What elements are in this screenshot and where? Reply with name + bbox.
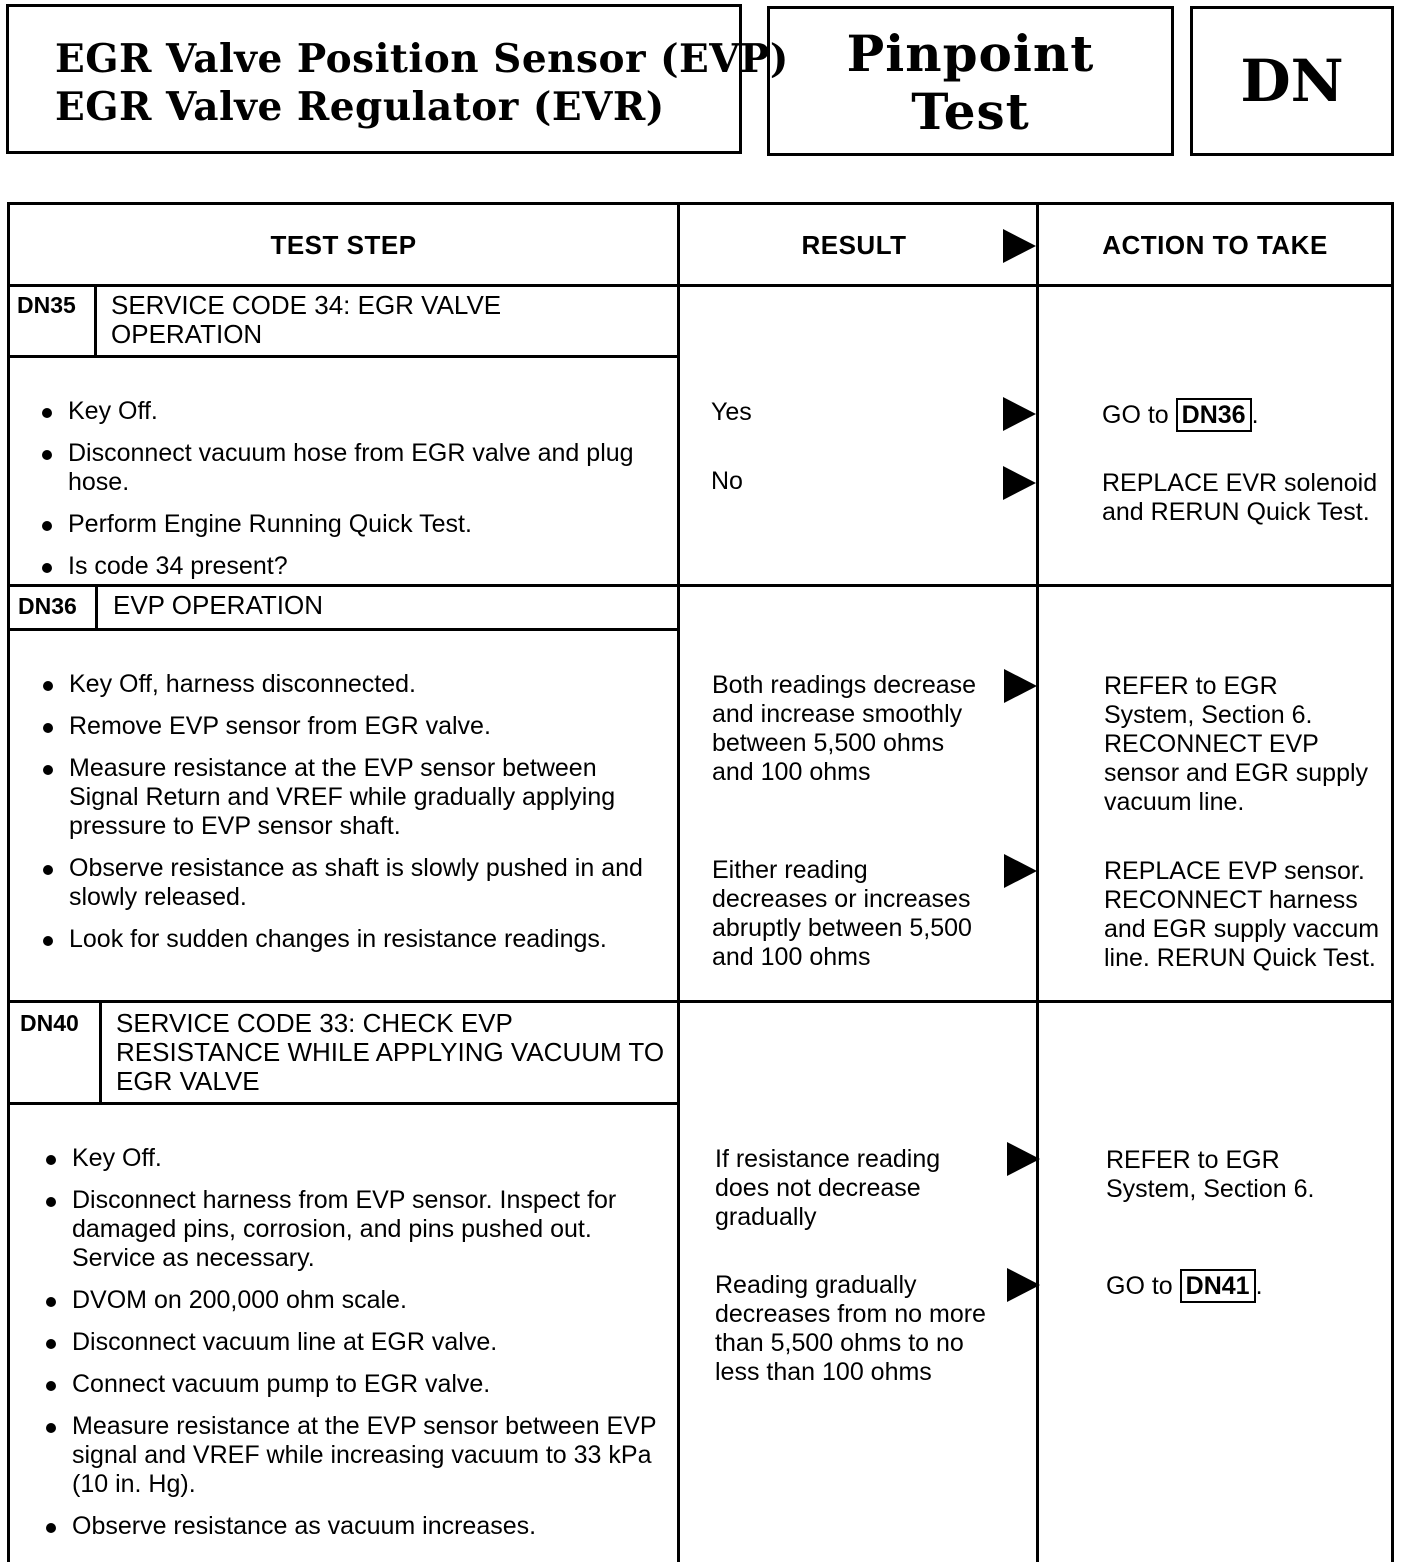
- list-item: Look for sudden changes in resistance readings.: [39, 925, 664, 954]
- title-line-2: EGR Valve Regulator (EVR): [55, 84, 665, 130]
- arrow-icon: [1004, 854, 1037, 888]
- list-item: Key Off.: [38, 397, 658, 426]
- table-right-border: [1391, 202, 1394, 1562]
- result-dn36-abrupt: Either reading decreases or increases abruptly between 5,500 and 100 ohms: [712, 856, 972, 971]
- arrow-icon: [1003, 466, 1036, 500]
- label-line-1: Pinpoint: [846, 24, 1095, 83]
- column-header-test-step: TEST STEP: [270, 229, 417, 260]
- action-dn36-smooth: REFER to EGR System, Section 6. RECONNECT EVP sensor and EGR supply vacuum line.: [1104, 672, 1369, 816]
- action-text: GO to: [1106, 1272, 1180, 1300]
- test-code-box: [1190, 6, 1394, 156]
- action-text: .: [1251, 401, 1259, 429]
- result-header-label: RESULT: [801, 229, 907, 260]
- step-id-dn40: DN40: [20, 1010, 79, 1036]
- list-item: Key Off.: [42, 1144, 667, 1173]
- result-dn40-not-gradual: If resistance reading does not decrease gradually: [715, 1145, 941, 1231]
- result-dn35-yes: Yes: [711, 398, 752, 426]
- step-id-dn35: DN35: [17, 292, 76, 318]
- test-code: DN: [1240, 47, 1344, 115]
- step-header-line-dn40: [7, 1102, 680, 1105]
- action-dn40-not-gradual: REFER to EGR System, Section 6.: [1106, 1146, 1315, 1203]
- column-header-action: ACTION TO TAKE: [1102, 229, 1328, 260]
- arrow-icon: [1003, 397, 1036, 431]
- list-item: Connect vacuum pump to EGR valve.: [42, 1370, 667, 1399]
- step-title-dn40: SERVICE CODE 33: CHECK EVP RESISTANCE WHILE APPLYING VACUUM TO EGR VALVE: [116, 1008, 665, 1096]
- result-dn40-gradual: Reading gradually decreases from no more than 5,500 ohms to no less than 100 ohms: [715, 1271, 986, 1386]
- list-item: Measure resistance at the EVP sensor between EVP signal and VREF while increasing vacuum to 33 kPa (10 in. Hg).: [42, 1412, 667, 1499]
- bullet-list-dn35: [38, 397, 658, 594]
- reference-dn41[interactable]: DN41: [1180, 1269, 1256, 1303]
- list-item: Is code 34 present?: [38, 552, 658, 581]
- list-item: Key Off, harness disconnected.: [39, 670, 664, 699]
- list-item: Observe resistance as vacuum increases.: [42, 1512, 667, 1541]
- title-box: [6, 4, 789, 154]
- list-item: Disconnect vacuum hose from EGR valve and plug hose.: [38, 439, 658, 497]
- column-header-result: [680, 203, 1036, 287]
- row-divider-2: [7, 1000, 1394, 1003]
- header-arrow-icon: [1003, 229, 1036, 263]
- action-dn40-gradual: [1106, 1269, 1263, 1303]
- step-header-line-dn35: [7, 355, 680, 358]
- list-item: Remove EVP sensor from EGR valve.: [39, 712, 664, 741]
- action-text: GO to: [1102, 401, 1176, 429]
- column-divider-1: [677, 202, 680, 1562]
- table-left-border: [7, 202, 10, 1562]
- action-text: .: [1255, 1272, 1263, 1300]
- list-item: Observe resistance as shaft is slowly pushed in and slowly released.: [39, 854, 664, 912]
- step-id-dn36: DN36: [18, 593, 77, 619]
- step-title-dn36: EVP OPERATION: [113, 590, 323, 620]
- bullet-list-dn40: [42, 1144, 667, 1554]
- arrow-icon: [1004, 669, 1037, 703]
- arrow-icon: [1007, 1268, 1040, 1302]
- pinpoint-test-label: [767, 6, 1174, 156]
- reference-dn36[interactable]: DN36: [1176, 398, 1252, 432]
- list-item: Measure resistance at the EVP sensor between Signal Return and VREF while gradually applying pressure to EVP sensor shaft.: [39, 754, 664, 841]
- title-line-1: EGR Valve Position Sensor (EVP): [55, 36, 789, 82]
- list-item: Disconnect harness from EVP sensor. Inspect for damaged pins, corrosion, and pins pushed out. Service as necessary.: [42, 1186, 667, 1273]
- list-item: DVOM on 200,000 ohm scale.: [42, 1286, 667, 1315]
- step-header-line-dn36: [7, 628, 680, 631]
- result-dn36-smooth: Both readings decrease and increase smoothly between 5,500 ohms and 100 ohms: [712, 671, 977, 786]
- step-title-dn35: SERVICE CODE 34: EGR VALVE OPERATION: [111, 290, 502, 349]
- action-dn35-no: REPLACE EVR solenoid and RERUN Quick Test.: [1102, 469, 1378, 526]
- id-divider-dn40: [99, 1003, 102, 1104]
- list-item: Disconnect vacuum line at EGR valve.: [42, 1328, 667, 1357]
- result-dn35-no: No: [711, 467, 743, 495]
- list-item: Perform Engine Running Quick Test.: [38, 510, 658, 539]
- arrow-icon: [1007, 1142, 1040, 1176]
- label-line-2: Test: [911, 82, 1030, 141]
- id-divider-dn35: [94, 287, 97, 357]
- action-dn35-yes: [1102, 398, 1259, 432]
- bullet-list-dn36: [39, 670, 664, 967]
- action-dn36-abrupt: REPLACE EVP sensor. RECONNECT harness and EGR supply vaccum line. RERUN Quick Test.: [1104, 857, 1380, 972]
